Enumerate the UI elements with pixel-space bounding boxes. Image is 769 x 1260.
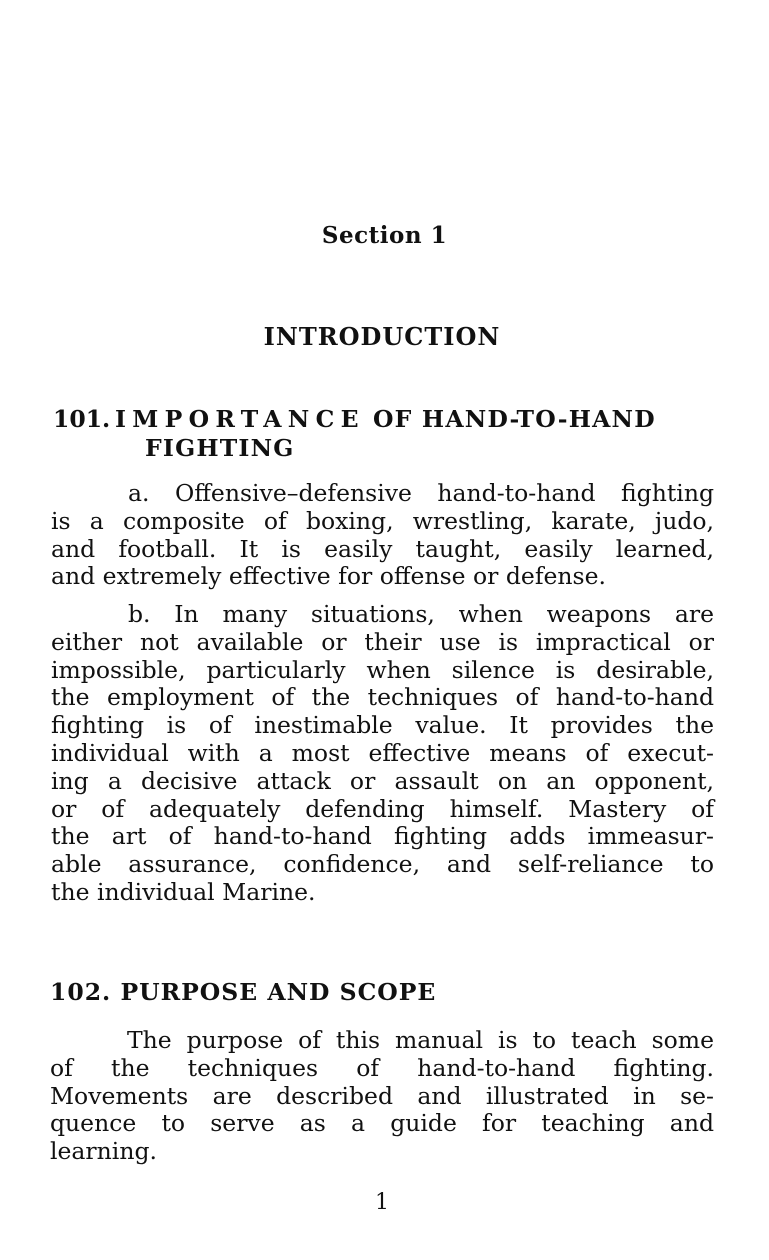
chapter-title: INTRODUCTION bbox=[263, 322, 501, 351]
text-line: learning. bbox=[50, 1137, 157, 1166]
section-101-title-rest: OF HAND-TO-HAND bbox=[372, 405, 656, 433]
text-line: a. Offensive–defensive hand-to-hand fighting bbox=[128, 479, 714, 507]
text-line: is a composite of boxing, wrestling, karate, judo, bbox=[51, 506, 714, 535]
text-line: fighting is of inestimable value. It provides the bbox=[51, 711, 714, 740]
section-102-number: 102. bbox=[50, 978, 112, 1006]
text-line: the individual Marine. bbox=[51, 877, 316, 906]
section-101-title-line2: FIGHTING bbox=[145, 434, 295, 462]
section-102-title: PURPOSE AND SCOPE bbox=[120, 978, 437, 1006]
paragraph-101a bbox=[51, 480, 714, 591]
section-101-heading bbox=[53, 405, 718, 463]
text-line: able assurance, confidence, and self-reliance to bbox=[51, 850, 714, 879]
text-line: b. In many situations, when weapons are bbox=[128, 600, 714, 628]
section-label: Section 1 bbox=[321, 222, 448, 249]
text-line: and extremely effective for offense or defense. bbox=[51, 562, 606, 591]
text-line: the employment of the techniques of hand-to-hand bbox=[51, 683, 714, 712]
text-line: either not available or their use is impractical or bbox=[51, 627, 714, 656]
text-line: impossible, particularly when silence is desirable, bbox=[51, 655, 714, 684]
section-101-title-spaced: IMPORTANCE bbox=[115, 405, 365, 433]
text-line: individual with a most effective means of execut- bbox=[51, 738, 714, 767]
text-line: ing a decisive attack or assault on an opponent, bbox=[51, 766, 714, 795]
section-101-number: 101. bbox=[53, 405, 111, 433]
paragraph-102 bbox=[50, 1027, 714, 1166]
section-102-heading bbox=[50, 978, 436, 1006]
text-line: the art of hand-to-hand fighting adds immeasur- bbox=[51, 822, 714, 851]
text-line: The purpose of this manual is to teach some bbox=[127, 1026, 714, 1054]
text-line: of the techniques of hand-to-hand fighting. bbox=[50, 1053, 714, 1082]
text-line: and football. It is easily taught, easily learned, bbox=[51, 534, 714, 563]
text-line: or of adequately defending himself. Mastery of bbox=[51, 794, 714, 823]
text-line: quence to serve as a guide for teaching and bbox=[50, 1109, 714, 1138]
paragraph-101b bbox=[51, 601, 714, 907]
page-number: 1 bbox=[375, 1190, 389, 1215]
text-line: Movements are described and illustrated in se- bbox=[50, 1081, 714, 1110]
